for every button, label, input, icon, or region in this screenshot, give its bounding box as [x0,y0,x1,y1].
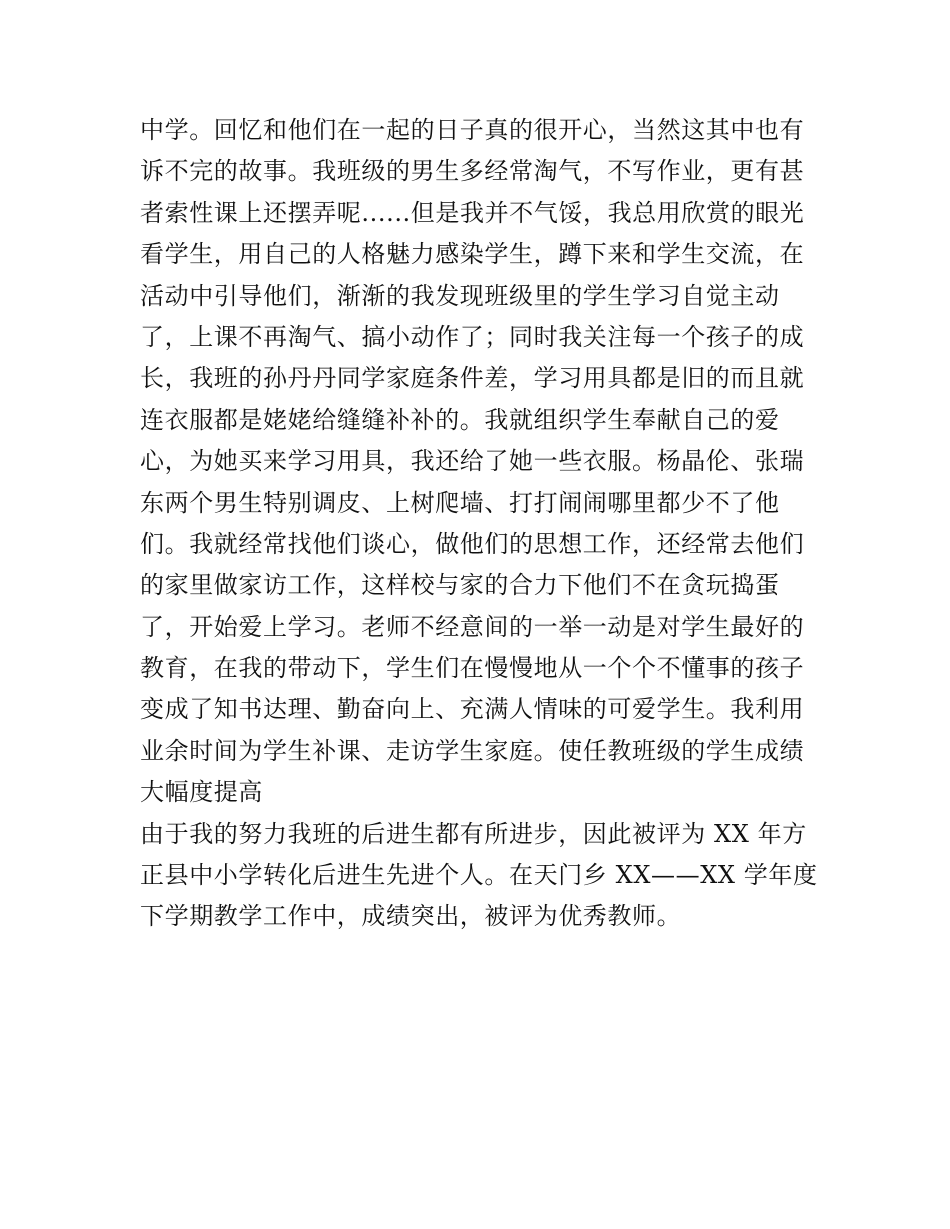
text-line: 正县中小学转化后进生先进个人。在天门乡 XX——XX 学年度 [140,861,818,890]
body-text [140,110,820,938]
text-line: 诉不完的故事。我班级的男生多经常淘气，不写作业，更有甚 [140,157,805,186]
text-line: 由于我的努力我班的后进生都有所进步，因此被评为 XX 年方 [140,819,807,848]
text-line: 大幅度提高 [140,778,263,807]
text-line: 了，开始爱上学习。老师不经意间的一举一动是对学生最好的 [140,612,805,641]
text-line: 了，上课不再淘气、搞小动作了；同时我关注每一个孩子的成 [140,322,805,351]
text-line: 业余时间为学生补课、走访学生家庭。使任教班级的学生成绩 [140,736,805,765]
text-line: 心，为她买来学习用具，我还给了她一些衣服。杨晶伦、张瑞 [140,447,805,476]
text-line: 看学生，用自己的人格魅力感染学生，蹲下来和学生交流，在 [140,240,805,269]
text-line: 下学期教学工作中，成绩突出，被评为优秀教师。 [140,902,682,931]
text-line: 中学。回忆和他们在一起的日子真的很开心，当然这其中也有 [140,116,805,144]
text-line: 教育，在我的带动下，学生们在慢慢地从一个个不懂事的孩子 [140,654,805,683]
text-line: 的家里做家访工作，这样校与家的合力下他们不在贪玩捣蛋 [140,571,780,600]
text-line: 们。我就经常找他们谈心，做他们的思想工作，还经常去他们 [140,529,805,558]
text-line: 东两个男生特别调皮、上树爬墙、打打闹闹哪里都少不了他 [140,488,780,517]
text-line: 长，我班的孙丹丹同学家庭条件差，学习用具都是旧的而且就 [140,364,805,393]
text-line: 活动中引导他们，渐渐的我发现班级里的学生学习自觉主动 [140,281,780,310]
text-line: 变成了知书达理、勤奋向上、充满人情味的可爱学生。我利用 [140,695,805,724]
text-line: 者索性课上还摆弄呢......但是我并不气馁，我总用欣赏的眼光 [140,198,805,227]
text-line: 连衣服都是姥姥给缝缝补补的。我就组织学生奉献自己的爱 [140,405,780,434]
